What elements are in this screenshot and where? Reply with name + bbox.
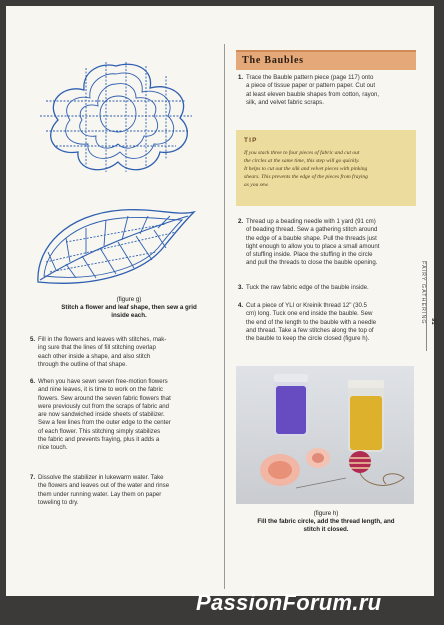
tip-line: as you sew. — [244, 182, 269, 188]
step-line: Sew a few lines from the outer edge to the center — [38, 419, 171, 427]
step-number: 4. — [238, 302, 244, 309]
step-line: each other inside a shape, and also stitch — [38, 352, 151, 360]
tip-text — [244, 149, 410, 189]
step-line: and thread. Take a few stitches along the top of — [246, 326, 374, 334]
book-page — [6, 6, 434, 596]
step-line: and pull the threads to close the bauble opening. — [246, 259, 378, 267]
figure-h-caption — [236, 510, 416, 534]
tip-box — [236, 130, 416, 206]
step-2 — [238, 218, 418, 268]
step-line: the flowers and leaves out of the water and rinse — [38, 482, 170, 490]
baubles-photo — [236, 366, 414, 504]
step-line: at least eleven bauble shapes from cotton, rayon, — [246, 90, 380, 98]
step-number: 6. — [30, 378, 36, 385]
step-6 — [30, 378, 224, 453]
figure-g-caption — [34, 296, 224, 320]
step-line: of each flower. This stitching simply stabilizes — [38, 427, 161, 435]
section-title: The Baubles — [242, 55, 304, 66]
step-line: were previously cut from the scraps of fabric and — [38, 402, 170, 410]
step-line: a piece of tissue paper or pattern paper. Cut out — [246, 82, 376, 90]
step-number: 1. — [238, 74, 244, 81]
figure-label: (figure g) — [116, 296, 142, 303]
step-line: Trace the Bauble pattern piece (page 117) onto — [246, 74, 374, 81]
step-1 — [238, 74, 418, 107]
page-number: 91 — [430, 318, 436, 325]
tip-line: the circles at the same time, this step will go quickly. — [244, 158, 360, 164]
step-line: the fabric and prevents fraying, plus it adds a — [38, 436, 160, 444]
tip-line: If you stack three to four pieces of fabric and cut out — [244, 150, 360, 156]
caption-line: inside each. — [111, 312, 147, 319]
step-number: 5. — [30, 336, 36, 343]
side-rule — [426, 261, 427, 351]
caption-line: Stitch a flower and leaf shape, then sew a grid — [61, 304, 197, 311]
chapter-running-title: FAIRY GATHERING — [420, 261, 426, 325]
column-divider — [224, 44, 225, 589]
step-line: tight enough to allow you to place a small amount — [246, 242, 380, 250]
step-line: the edge of a bauble shape. Pull the threads just — [246, 234, 377, 242]
step-line: nice touch. — [38, 444, 68, 452]
step-7 — [30, 474, 224, 507]
step-line: of stuffing inside. Place the stuffing in the circle — [246, 251, 373, 259]
step-line: the bauble to keep the circle closed (figure h). — [246, 335, 370, 343]
step-line: and nine leaves, it is time to work on the fabric — [38, 386, 163, 394]
step-number: 3. — [238, 284, 244, 291]
step-line: of beading thread. Sew a gathering stitch around — [246, 226, 378, 234]
step-line: Tuck the raw fabric edge of the bauble inside. — [246, 284, 369, 291]
tip-label: TIP — [244, 137, 258, 144]
step-line: Dissolve the stabilizer in lukewarm water. Take — [38, 474, 164, 481]
step-5 — [30, 336, 224, 369]
flower-stitch-illustration — [26, 56, 206, 176]
step-line: cm) long. Tuck one end inside the bauble. Sew — [246, 310, 373, 318]
step-line: Fill in the flowers and leaves with stitches, mak- — [38, 336, 167, 343]
step-line: toweling to dry. — [38, 498, 79, 506]
step-4 — [238, 302, 414, 343]
caption-line: stitch it closed. — [303, 526, 349, 533]
step-line: are now sandwiched inside sheets of stabilizer. — [38, 411, 165, 419]
watermark: PassionForum.ru — [196, 590, 382, 615]
step-line: silk, and velvet fabric scraps. — [246, 98, 324, 106]
caption-line: Fill the fabric circle, add the thread length, and — [257, 518, 395, 525]
step-line: When you have sewn seven free-motion flowers — [38, 378, 168, 385]
step-line: ing sure that the lines of fill stitching overlap — [38, 344, 156, 352]
tip-line: shears. This prevents the edge of the pieces from fraying — [244, 174, 368, 180]
figure-label: (figure h) — [313, 510, 339, 517]
step-line: them under running water. Lay them on paper — [38, 490, 162, 498]
section-header — [236, 50, 416, 70]
step-3 — [238, 284, 418, 292]
step-line: the end of the length to the bauble with a needle — [246, 318, 377, 326]
baubles-photo-art — [236, 366, 414, 504]
tip-line: It helps to cut out the silk and velvet pieces with pinking — [244, 166, 368, 172]
leaf-stitch-illustration — [26, 202, 206, 292]
step-line: through the outline of that shape. — [38, 360, 128, 368]
step-line: Thread up a beading needle with 1 yard (91 cm) — [246, 218, 376, 225]
step-line: Cut a piece of YLI or Kreinik thread 12" (30.5 — [246, 302, 367, 309]
step-line: flowers. Sew around the seven fabric flowers that — [38, 394, 171, 402]
step-number: 7. — [30, 474, 36, 481]
step-number: 2. — [238, 218, 244, 225]
